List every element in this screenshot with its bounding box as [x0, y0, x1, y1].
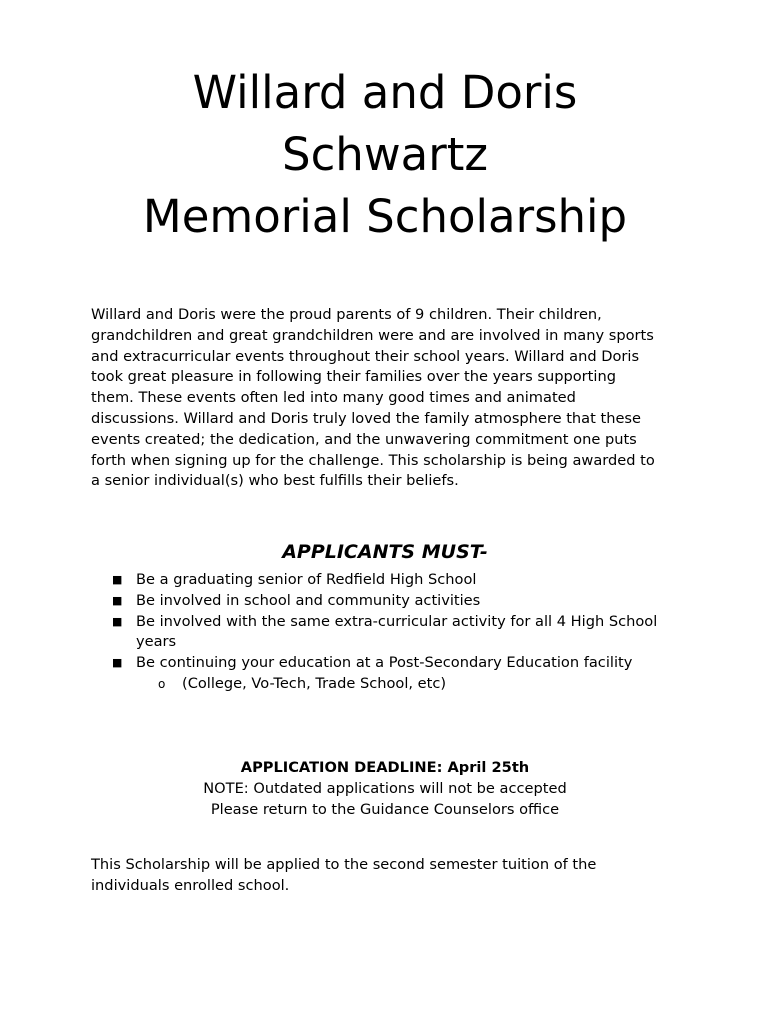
circle-bullet-icon: o	[158, 676, 166, 691]
intro-line: a senior individual(s) who best fulfills their beliefs.	[91, 472, 459, 490]
applicants-heading: APPLICANTS MUST-	[282, 541, 488, 563]
application-deadline: APPLICATION DEADLINE: April 25th	[240, 759, 530, 776]
requirements-list	[110, 570, 700, 695]
requirement-sub-text: (College, Vo-Tech, Trade School, etc)	[182, 674, 447, 692]
intro-line: events created; the dedication, and the unwavering commitment one puts	[91, 430, 637, 448]
intro-line: and extracurricular events throughout their school years. Willard and Doris	[91, 347, 640, 365]
title-line-1: Willard and Doris	[192, 66, 578, 119]
requirement-sub-item	[110, 674, 700, 695]
deadline-section	[0, 758, 770, 820]
requirement-text: Be involved with the same extra-curricular activity for all 4 High School	[136, 612, 658, 630]
intro-line: them. These events often led into many good times and animated	[91, 389, 576, 407]
square-bullet-icon: ■	[112, 593, 123, 607]
requirement-item	[110, 653, 700, 674]
intro-line: took great pleasure in following their families over the years supporting	[91, 368, 616, 386]
requirement-text: Be a graduating senior of Redfield High School	[136, 571, 477, 588]
requirement-item	[110, 612, 700, 654]
title-line-2: Schwartz	[282, 128, 488, 181]
closing-line: individuals enrolled school.	[91, 876, 290, 894]
closing-paragraph	[91, 855, 681, 897]
deadline-note: NOTE: Outdated applications will not be accepted	[203, 779, 567, 797]
requirement-text-continued: years	[136, 633, 177, 651]
requirement-item	[110, 591, 700, 612]
intro-line: Willard and Doris were the proud parents of 9 children. Their children,	[91, 306, 602, 323]
square-bullet-icon: ■	[112, 573, 123, 586]
closing-line: This Scholarship will be applied to the second semester tuition of the	[91, 856, 597, 873]
intro-line: discussions. Willard and Doris truly loved the family atmosphere that these	[91, 409, 642, 427]
requirement-text: Be involved in school and community activities	[136, 591, 481, 609]
intro-paragraph	[91, 305, 691, 492]
intro-line: forth when signing up for the challenge. This scholarship is being awarded to	[91, 451, 655, 469]
requirement-item	[110, 570, 700, 591]
square-bullet-icon: ■	[112, 656, 123, 670]
document-title	[0, 62, 770, 248]
requirement-text: Be continuing your education at a Post-Secondary Education facility	[136, 654, 633, 672]
intro-line: grandchildren and great grandchildren were and are involved in many sports	[91, 326, 654, 344]
square-bullet-icon: ■	[112, 614, 123, 628]
title-line-3: Memorial Scholarship	[142, 190, 628, 243]
return-instructions: Please return to the Guidance Counselors office	[210, 800, 560, 818]
